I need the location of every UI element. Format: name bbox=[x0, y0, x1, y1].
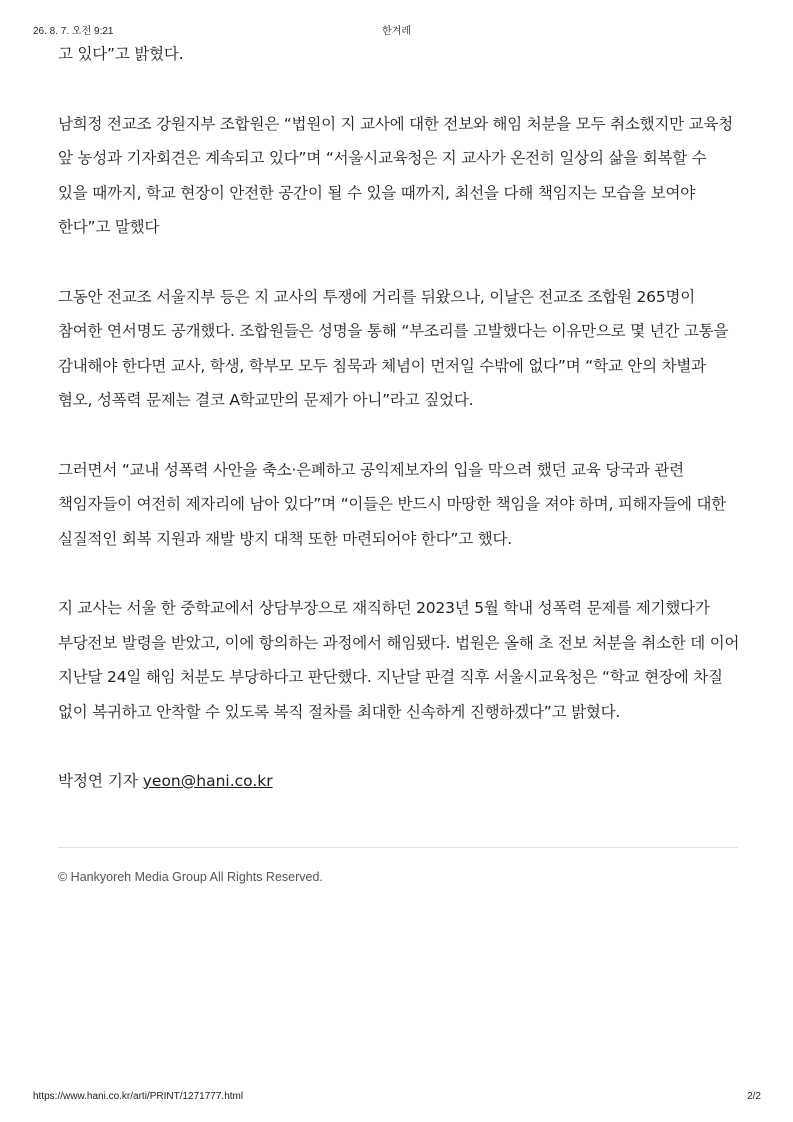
article-paragraph: 지 교사는 서울 한 중학교에서 상담부장으로 재직하던 2023년 5월 학내 성폭력 문제를 제기했다가 부당전보 발령을 받았고, 이에 항의하는 과정에서 해임됐다. 법원은 올해 초 전보 처분을 취소한 데 이어 지난달 24일 해임 처분도 부당하다고 판단했다. 지난달 판결 직후 서울시교육청은 “학교 현장에 차질 없이 복귀하고 안착할 수 있도록 복직 절차를 최대한 신속하게 진행하겠다”고 밝혔다. bbox=[58, 599, 740, 721]
byline bbox=[58, 764, 740, 799]
print-site-title: 한겨레 bbox=[382, 26, 411, 37]
article-body bbox=[58, 37, 740, 799]
print-date: 26. 8. 7. 오전 9:21 bbox=[33, 26, 114, 37]
print-url: https://www.hani.co.kr/arti/PRINT/1271777.html bbox=[33, 1091, 244, 1102]
article-paragraph: 남희정 전교조 강원지부 조합원은 “법원이 지 교사에 대한 전보와 해임 처분을 모두 취소했지만 교육청 앞 농성과 기자회견은 계속되고 있다”며 “서울시교육청은 지 교사가 온전히 일상의 삶을 회복할 수 있을 때까지, 학교 현장이 안전한 공간이 될 수 있을 때까지, 최선을 다해 책임지는 모습을 보여야 한다”고 말했다 bbox=[58, 114, 733, 236]
article-paragraph: 그동안 전교조 서울지부 등은 지 교사의 투쟁에 거리를 뒤왔으나, 이날은 전교조 조합원 265명이 참여한 연서명도 공개했다. 조합원들은 성명을 통해 “부조리를 고발했다는 이유만으로 몇 년간 고통을 감내해야 한다면 교사, 학생, 학부모 모두 침묵과 체념이 먼저일 수밖에 없다”며 “학교 안의 차별과 혐오, 성폭력 문제는 결코 A학교만의 문제가 아니”라고 짚었다. bbox=[58, 287, 729, 409]
copyright-notice: © Hankyoreh Media Group All Rights Reserved. bbox=[58, 870, 323, 884]
reporter-email-link[interactable]: yeon@hani.co.kr bbox=[142, 772, 273, 790]
article-paragraph: 고 있다”고 밝혔다. bbox=[58, 45, 184, 63]
divider bbox=[58, 847, 738, 848]
reporter-name: 박정연 기자 bbox=[58, 772, 138, 790]
page-number: 2/2 bbox=[747, 1091, 761, 1102]
article-paragraph: 그러면서 “교내 성폭력 사안을 축소·은폐하고 공익제보자의 입을 막으려 했던 교육 당국과 관련 책임자들이 여전히 제자리에 남아 있다”며 “이들은 반드시 마땅한 책임을 져야 하며, 피해자들에 대한 실질적인 회복 지원과 재발 방지 대책 또한 마련되어야 한다”고 했다. bbox=[58, 460, 727, 548]
